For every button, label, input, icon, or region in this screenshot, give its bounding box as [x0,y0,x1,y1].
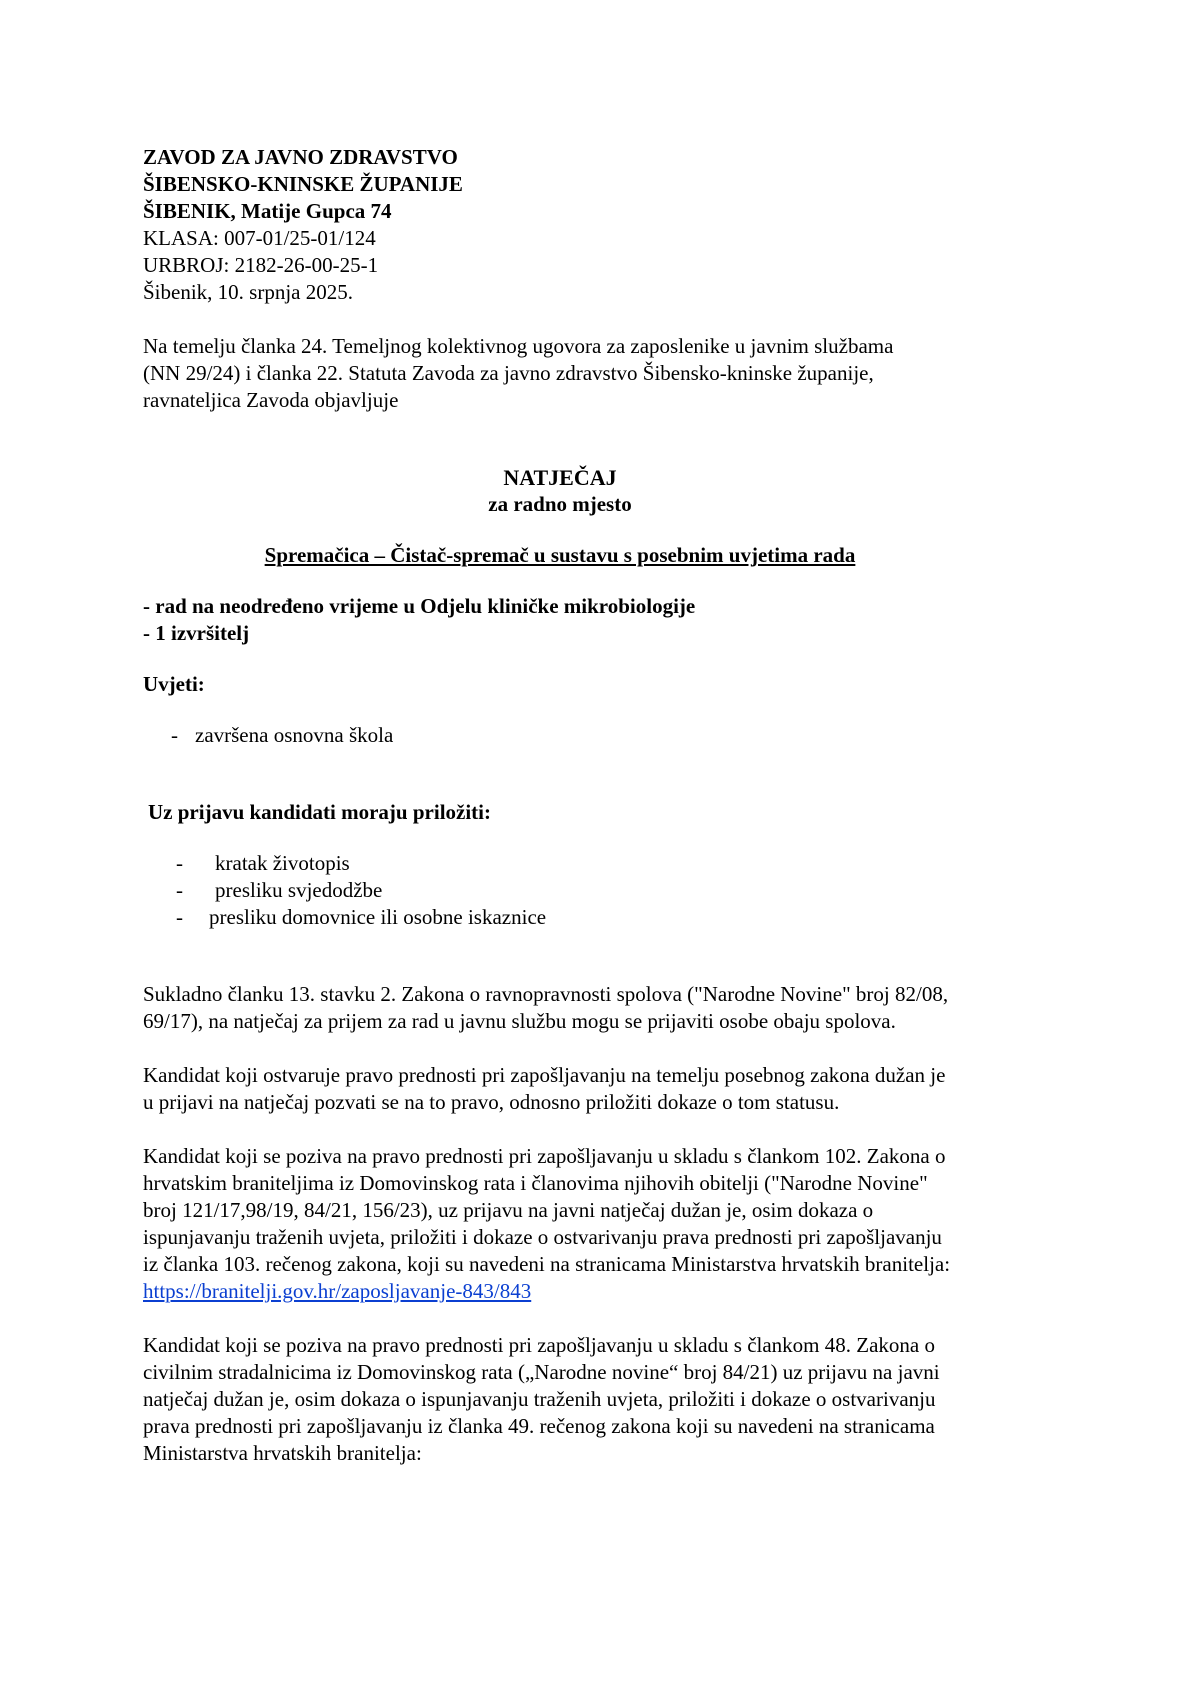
paragraph-line: Kandidat koji ostvaruje pravo prednosti pri zapošljavanju na temelju posebnog zakona dužan je [143,1063,946,1087]
title-block [143,464,977,569]
institution-header [143,144,1061,306]
attachments-heading: Uz prijavu kandidati moraju priložiti: [148,800,492,824]
paragraph-line: Sukladno članku 13. stavku 2. Zakona o ravnopravnosti spolova ("Narodne Novine" broj 82/08, [143,982,949,1006]
institution-name-line2: ŠIBENSKO-KNINSKE ŽUPANIJE [143,172,463,196]
gender-equality-paragraph [143,981,1061,1035]
intro-line: Na temelju članka 24. Temeljnog kolektivnog ugovora za zaposlenike u javnim službama [143,334,894,358]
attachments-list [143,850,1061,931]
institution-name-line1: ZAVOD ZA JAVNO ZDRAVSTVO [143,145,458,169]
detail-line: - 1 izvršitelj [143,621,250,645]
intro-line: ravnateljica Zavoda objavljuje [143,388,399,412]
paragraph-line: Kandidat koji se poziva na pravo prednosti pri zapošljavanju u skladu s člankom 48. Zakona o [143,1333,935,1357]
paragraph-line: hrvatskim braniteljima iz Domovinskog rata i članovima njihovih obitelji ("Narodne Novine" [143,1171,928,1195]
list-item: - završena osnovna škola [171,723,394,747]
priority-right-paragraph [143,1062,1061,1116]
paragraph-line: Kandidat koji se poziva na pravo prednosti pri zapošljavanju u skladu s člankom 102. Zakona o [143,1144,946,1168]
paragraph-line: natječaj dužan je, osim dokaza o ispunjavanju traženih uvjeta, priložiti i dokaze o ostvarivanju [143,1387,936,1411]
condition-item: završena osnovna škola [195,723,394,747]
veterans-paragraph [143,1143,1061,1305]
list-item: - kratak životopis [176,851,350,875]
list-item: - presliku domovnice ili osobne iskaznice [176,905,547,929]
paragraph-line: 69/17), na natječaj za prijem za rad u javnu službu mogu se prijaviti osobe obaju spolova. [143,1009,896,1033]
detail-line: - rad na neodređeno vrijeme u Odjelu kliničke mikrobiologije [143,594,696,618]
conditions-heading: Uvjeti: [143,672,205,696]
position-details [143,593,1061,647]
veterans-ministry-link[interactable]: https://branitelji.gov.hr/zaposljavanje-843/843 [143,1279,532,1303]
intro-line: (NN 29/24) i članka 22. Statuta Zavoda za javno zdravstvo Šibensko-kninske županije, [143,361,874,385]
institution-address: ŠIBENIK, Matije Gupca 74 [143,199,392,223]
document-date: Šibenik, 10. srpnja 2025. [143,280,353,304]
document-page [143,144,1061,1467]
intro-paragraph [143,333,1061,414]
civilian-victims-paragraph [143,1332,1061,1467]
paragraph-line: Ministarstva hrvatskih branitelja: [143,1441,422,1465]
urbroj-number: URBROJ: 2182-26-00-25-1 [143,253,379,277]
attachment-item: presliku svjedodžbe [215,878,383,902]
paragraph-line: u prijavi na natječaj pozvati se na to pravo, odnosno priložiti dokaze o tom statusu. [143,1090,840,1114]
paragraph-line: ispunjavanju traženih uvjeta, priložiti i dokaze o ostvarivanju prava prednosti pri zapošljavanju [143,1225,942,1249]
paragraph-line: broj 121/17,98/19, 84/21, 156/23), uz prijavu na javni natječaj dužan je, osim dokaza o [143,1198,874,1222]
paragraph-line: iz članka 103. rečenog zakona, koji su navedeni na stranicama Ministarstva hrvatskih branitelja: [143,1252,951,1276]
paragraph-line: prava prednosti pri zapošljavanju iz članka 49. rečenog zakona koji su navedeni na stranicama [143,1414,935,1438]
document-subtitle: za radno mjesto [488,492,632,516]
attachment-item: kratak životopis [215,851,350,875]
list-item: - presliku svjedodžbe [176,878,383,902]
attachment-item: presliku domovnice ili osobne iskaznice [209,905,547,929]
document-title: NATJEČAJ [503,465,617,490]
paragraph-line: civilnim stradalnicima iz Domovinskog rata („Narodne novine“ broj 84/21) uz prijavu na javni [143,1360,940,1384]
position-title: Spremačica – Čistač-spremač u sustavu s posebnim uvjetima rada [264,543,856,567]
klasa-number: KLASA: 007-01/25-01/124 [143,226,376,250]
